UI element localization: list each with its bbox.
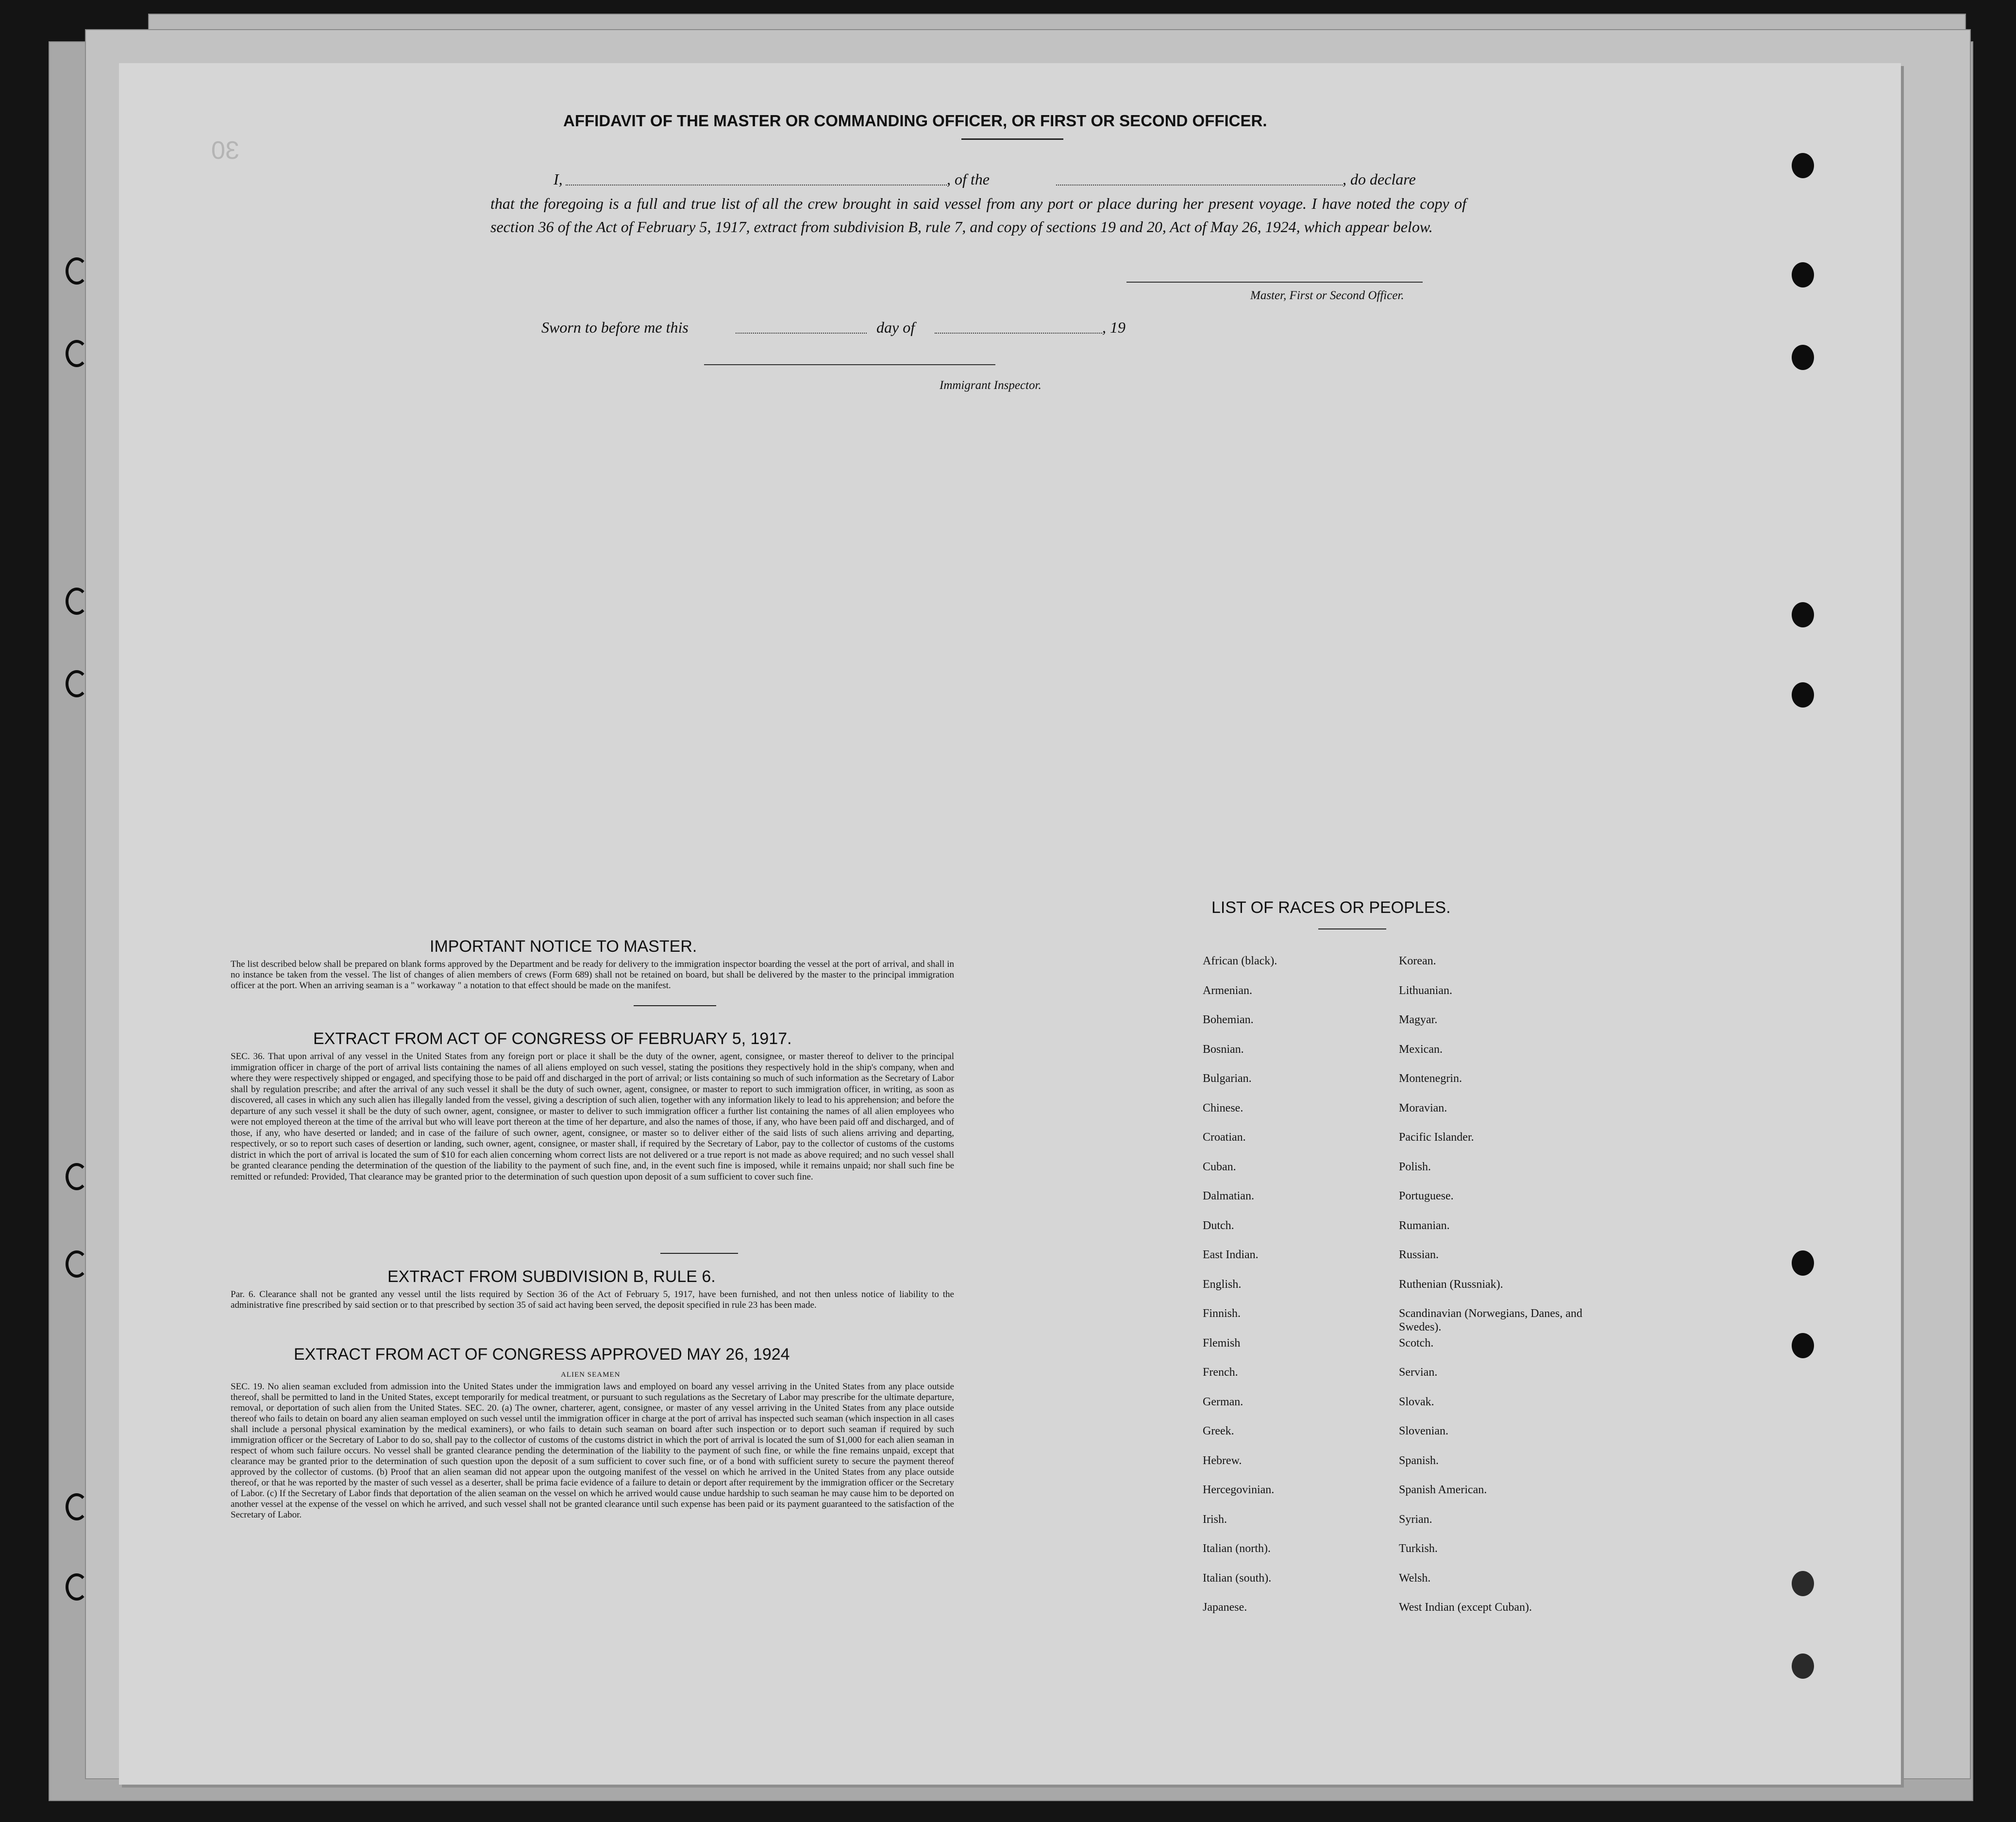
race-entry: Spanish American.: [1399, 1484, 1487, 1496]
race-entry: Syrian.: [1399, 1513, 1432, 1526]
affidavit-rule: [961, 138, 1063, 140]
inspector-label: Immigrant Inspector.: [940, 379, 1042, 392]
sworn-month-field[interactable]: [935, 333, 1102, 334]
race-entry: Italian (north).: [1203, 1542, 1271, 1555]
binder-ring: [66, 1493, 88, 1520]
race-entry: Spanish.: [1399, 1454, 1439, 1467]
race-entry: Mexican.: [1399, 1043, 1443, 1056]
race-entry: Magyar.: [1399, 1013, 1438, 1026]
binder-ring: [66, 670, 88, 697]
master-signature-line[interactable]: [1126, 282, 1423, 283]
race-entry: Scandinavian (Norwegians, Danes, and Swedes).: [1399, 1307, 1582, 1333]
binder-hole: [1792, 345, 1814, 370]
binder-hole: [1792, 1333, 1814, 1358]
race-entry: East Indian.: [1203, 1248, 1259, 1261]
race-entry: Turkish.: [1399, 1542, 1438, 1555]
race-entry: Polish.: [1399, 1160, 1431, 1173]
race-entry: Chinese.: [1203, 1101, 1243, 1114]
binder-hole: [1792, 1571, 1814, 1596]
extract-1917-title: EXTRACT FROM ACT OF CONGRESS OF FEBRUARY 5, 1917.: [313, 1029, 792, 1048]
binder-hole: [1792, 1250, 1814, 1276]
affidavit-line1-start: I,: [554, 170, 563, 188]
race-entry: German.: [1203, 1395, 1243, 1408]
race-entry: Scotch.: [1399, 1336, 1434, 1350]
vessel-field[interactable]: [1056, 185, 1343, 186]
sworn-day-field[interactable]: [736, 333, 867, 334]
extract-1924-title: EXTRACT FROM ACT OF CONGRESS APPROVED MAY 26, 1924: [294, 1345, 790, 1364]
race-entry: Dalmatian.: [1203, 1190, 1254, 1202]
race-entry: Ruthenian (Russniak).: [1399, 1278, 1503, 1291]
race-entry: Pacific Islander.: [1399, 1131, 1474, 1144]
notice-body: The list described below shall be prepared on blank forms approved by the Department and be ready for delivery to the immigration inspector boarding the vessel at the port of arrival, and shall in no instance be taken from the vessel. The list of changes of alien members of crews (Form 689) shall not be retained on board, but shall be delivered by the master to the principal immigration officer at the port. When an arriving seaman is a " workaway " a notation to that effect should be made on the manifest.: [231, 959, 954, 991]
race-entry: French.: [1203, 1366, 1238, 1379]
races-col2: [1399, 954, 1613, 1630]
race-entry: Bulgarian.: [1203, 1072, 1252, 1085]
rule6-title: EXTRACT FROM SUBDIVISION B, RULE 6.: [387, 1267, 716, 1286]
race-entry: Bohemian.: [1203, 1013, 1254, 1026]
notice-title: IMPORTANT NOTICE TO MASTER.: [430, 937, 697, 956]
race-entry: Flemish: [1203, 1336, 1241, 1350]
races-title: LIST OF RACES OR PEOPLES.: [1211, 898, 1451, 917]
race-entry: Korean.: [1399, 955, 1436, 967]
race-entry: Dutch.: [1203, 1219, 1234, 1232]
race-entry: Greek.: [1203, 1425, 1234, 1437]
rule6-body: Par. 6. Clearance shall not be granted any vessel until the lists required by Section 36 of the Act of February 5, 1917, have been furnished, and not then unless notice of liability to the administrative fine prescribed by said section or to that prescribed by section 35 of said act having been served, the deposit specified in rule 23 has been made.: [231, 1289, 954, 1310]
race-entry: Montenegrin.: [1399, 1072, 1462, 1085]
extract-1917-body: SEC. 36. That upon arrival of any vessel in the United States from any foreign port or place it shall be the duty of the owner, agent, consignee, or master thereof to deliver to the principal immigration officer in charge of the port of arrival lists containing the names of all aliens employed on such vessel, stating the positions they respectively hold in the ship's company, when and where they were respectively shipped or engaged, and specifying those to be paid off and discharged in the port of arrival; or lists containing so much of such information as the Secretary of Labor shall by regulation prescribe; and after the arrival of any such vessel it shall be the duty of such owner, agent, consignee, or master to report to such immigration officer, in writing, as soon as discovered, all cases in which any such alien has illegally landed from the vessel, giving a description of such alien, together with any information likely to lead to his apprehension; and before the departure of any such vessel it shall be the duty of such owner, agent, consignee, or master to deliver to such immigration officer a further list containing the names of all alien employees who were not employed thereon at the time of the arrival but who will leave port thereon at the time of her departure, and also the names of those, if any, who have been paid off and discharged, and of those, if any, who have deserted or landed; and in case of the failure of such owner, agent, consignee, or master so to deliver either of the said lists of such aliens arriving and departing, respectively, or so to report such cases of desertion or landing, such owner, agent, consignee, or master shall, if required by the Secretary of Labor, pay to the collector of customs of the customs district in which the port of arrival is located the sum of $10 for each alien concerning whom correct lists are not delivered or a true report is not made as above required; and no such vessel shall be granted clearance pending the determination of the question of the liability to the payment of such fine, and, in the event such fine is imposed, while it remains unpaid; nor shall such fine be remitted or refunded: Provided, That clearance may be granted prior to the determination of such question upon deposit of a sum sufficient to cover such fine.: [231, 1051, 954, 1182]
sworn-year-label: , 19: [1102, 319, 1126, 336]
binder-hole: [1792, 602, 1814, 627]
name-field[interactable]: [566, 185, 947, 186]
binder-ring: [66, 1163, 88, 1190]
race-entry: Bosnian.: [1203, 1043, 1244, 1056]
race-entry: Slovenian.: [1399, 1425, 1448, 1437]
binder-ring: [66, 1250, 88, 1278]
master-signature-label: Master, First or Second Officer.: [1250, 289, 1404, 302]
binder-ring: [66, 340, 88, 367]
race-entry: Hercegovinian.: [1203, 1484, 1275, 1496]
binder-hole: [1792, 262, 1814, 287]
race-entry: African (black).: [1203, 955, 1277, 967]
race-entry: Servian.: [1399, 1366, 1438, 1379]
races-col1: [1203, 954, 1387, 1630]
race-entry: Rumanian.: [1399, 1219, 1450, 1232]
race-entry: Russian.: [1399, 1248, 1439, 1261]
race-entry: Hebrew.: [1203, 1454, 1242, 1467]
binder-hole: [1792, 1653, 1814, 1679]
sworn-start: Sworn to before me this: [541, 319, 689, 336]
binder-hole: [1792, 153, 1814, 178]
race-entry: Irish.: [1203, 1513, 1227, 1526]
race-entry: Japanese.: [1203, 1601, 1247, 1614]
binder-ring: [66, 588, 88, 615]
race-entry: Italian (south).: [1203, 1571, 1272, 1585]
race-entry: Cuban.: [1203, 1160, 1236, 1173]
affidavit-line1-end: , do declare: [1343, 170, 1416, 188]
extract-1924-body: SEC. 19. No alien seaman excluded from admission into the United States under the immigration laws and employed on board any vessel arriving in the United States from any place outside thereof, shall be permitted to land in the United States, except temporarily for medical treatment, or pursuant to such regulations as the Secretary of Labor may prescribe for the ultimate departure, removal, or deportation of such alien from the United States. SEC. 20. (a) The owner, charterer, agent, consignee, or master of any vessel arriving in the United States from any place outside thereof who fails to detain on board any alien seaman employed on such vessel until the immigration officer in charge at the port of arrival has inspected such seaman (which inspection in all cases shall include a personal physical examination by the medical examiners), or who fails to detain such seaman on board after such inspection or to deport such seaman if required by such immigration officer or the Secretary of Labor to do so, shall pay to the collector of customs of the customs district in which the port of arrival is located the sum of $1,000 for each alien seaman in respect of whom such failure occurs. No vessel shall be granted clearance pending the determination of the liability to the payment of such fine, or while the fine remains unpaid, except that clearance may be granted prior to the determination of such question upon the deposit of a sum sufficient to cover such fine, or of a bond with sufficient surety to secure the payment thereof approved by the collector of customs. (b) Proof that an alien seaman did not appear upon the outgoing manifest of the vessel on which he arrived in the United States from any place outside thereof, or that he was reported by the master of such vessel as a deserter, shall be prima facie evidence of a failure to detain or deport after requirement by the immigration officer or the Secretary of Labor. (c) If the Secretary of Labor finds that deportation of the alien seaman on the vessel on which he arrived would cause undue hardship to such seaman he may cause him to be deported on another vessel at the expense of the vessel on which he arrived, and such vessel shall not be granted clearance until such expense has been paid or its payment guaranteed to the satisfaction of the Secretary of Labor.: [231, 1382, 954, 1520]
extract-1924-subtitle: ALIEN SEAMEN: [561, 1371, 621, 1379]
race-entry: Finnish.: [1203, 1307, 1241, 1320]
sworn-day-label: day of: [876, 319, 915, 336]
races-rule: [1318, 928, 1386, 929]
affidavit-line1-mid: , of the: [947, 170, 990, 188]
inspector-signature-line[interactable]: [704, 364, 995, 365]
binder-ring: [66, 257, 88, 285]
affidavit-title: AFFIDAVIT OF THE MASTER OR COMMANDING OFFICER, OR FIRST OR SECOND OFFICER.: [563, 112, 1267, 130]
race-entry: Slovak.: [1399, 1395, 1434, 1408]
binder-ring: [66, 1573, 88, 1601]
extract-1917-rule: [660, 1253, 738, 1254]
race-entry: Croatian.: [1203, 1131, 1246, 1144]
race-entry: Welsh.: [1399, 1571, 1431, 1585]
race-entry: Armenian.: [1203, 984, 1252, 997]
race-entry: West Indian (except Cuban).: [1399, 1601, 1532, 1614]
notice-rule: [634, 1005, 716, 1006]
binder-hole: [1792, 682, 1814, 708]
race-entry: Portuguese.: [1399, 1190, 1454, 1202]
ghost-page-number: 30: [211, 136, 239, 165]
race-entry: English.: [1203, 1278, 1242, 1291]
race-entry: Lithuanian.: [1399, 984, 1452, 997]
affidavit-body: that the foregoing is a full and true list of all the crew brought in said vessel from any port or place during her present voyage. I have noted the copy of section 36 of the Act of February 5, 1917, extract from subdivision B, rule 7, and copy of sections 19 and 20, Act of May 26, 1924, which appear below.: [490, 195, 1466, 236]
form-page: [119, 63, 1901, 1785]
race-entry: Moravian.: [1399, 1101, 1447, 1114]
